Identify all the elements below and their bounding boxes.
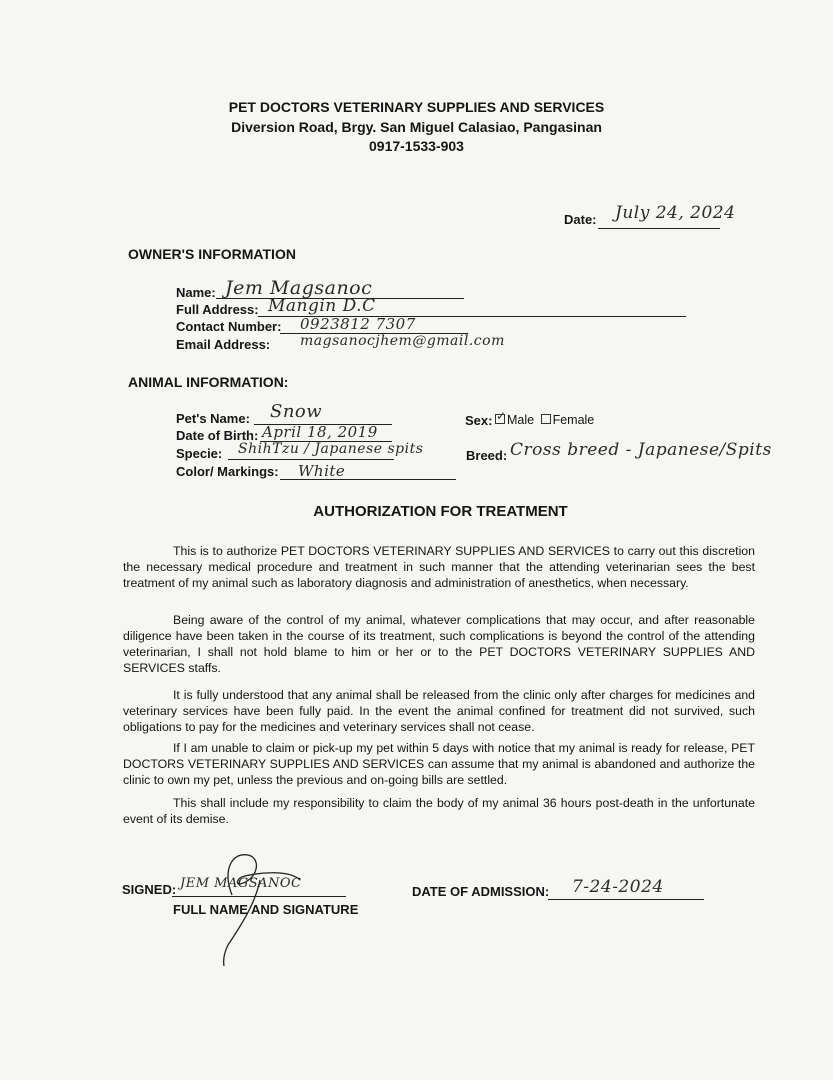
owner-address-value: Mangin D.C bbox=[268, 296, 376, 316]
owner-name-label: Name: bbox=[176, 285, 216, 300]
company-address: Diversion Road, Brgy. San Miguel Calasiao, Pangasinan bbox=[231, 119, 602, 135]
signed-label: SIGNED: bbox=[122, 882, 177, 897]
specie-value: ShihTzu / Japanese spits bbox=[238, 441, 424, 457]
pet-name-value: Snow bbox=[270, 401, 323, 422]
animal-heading: ANIMAL INFORMATION: bbox=[128, 374, 289, 390]
auth-paragraph-5: This shall include my responsibility to claim the body of my animal 36 hours post-death in the unfortunate event of its demise. bbox=[123, 796, 755, 826]
female-option-label: Female bbox=[552, 413, 595, 427]
admission-label: DATE OF ADMISSION: bbox=[412, 884, 550, 899]
date-label: Date: bbox=[564, 212, 597, 227]
company-name: PET DOCTORS VETERINARY SUPPLIES AND SERVICES bbox=[228, 99, 605, 115]
color-value: White bbox=[298, 462, 346, 480]
sex-label: Sex: bbox=[465, 413, 493, 428]
breed-value: Cross breed - Japanese/Spits bbox=[510, 440, 772, 460]
owner-name-value: Jem Magsanoc bbox=[225, 277, 373, 299]
owner-address-label: Full Address: bbox=[176, 302, 259, 317]
owner-email-value: magsanocjhem@gmail.com bbox=[300, 333, 505, 349]
owner-contact-value: 0923812 7307 bbox=[300, 315, 416, 333]
admission-value: 7-24-2024 bbox=[572, 877, 664, 897]
company-phone: 0917-1533-903 bbox=[369, 138, 464, 154]
admission-line bbox=[548, 899, 704, 900]
specie-label: Specie: bbox=[176, 446, 223, 461]
breed-label: Breed: bbox=[466, 448, 508, 463]
check-mark-icon: ✓ bbox=[496, 409, 507, 423]
auth-paragraph-1: This is to authorize PET DOCTORS VETERINARY SUPPLIES AND SERVICES to carry out this discretion the necessary medical procedure and treatment in such manner that the attending veterinarian sees the best treatment of my animal such as laboratory diagnosis and administration of anesthetics, when necessary. bbox=[123, 544, 755, 590]
male-option-label: Male bbox=[507, 413, 535, 427]
owner-contact-label: Contact Number: bbox=[176, 319, 282, 334]
auth-paragraph-3: It is fully understood that any animal shall be released from the clinic only after charges for medicines and veterinary services have been fully paid. In the event the animal confined for treatment did not survived, such obligations to pay for the medicines and veterinary services shall not cease. bbox=[123, 688, 755, 734]
dob-value: April 18, 2019 bbox=[262, 423, 378, 441]
dob-label: Date of Birth: bbox=[176, 428, 259, 443]
signed-value: JEM MAGSANOC bbox=[180, 876, 302, 891]
owner-email-label: Email Address: bbox=[176, 337, 271, 352]
color-label: Color/ Markings: bbox=[176, 464, 279, 479]
signature-caption: FULL NAME AND SIGNATURE bbox=[173, 902, 359, 917]
auth-paragraph-2: Being aware of the control of my animal, whatever complications that may occur, and after reasonable diligence have been taken in the course of its treatment, such complications is beyond the control of the attending veterinarian, I shall not hold blame to him or her or to the PET DOCTORS VETERINARY SUPPLIES AND SERVICES staffs. bbox=[123, 613, 755, 675]
auth-paragraph-4: If I am unable to claim or pick-up my pet within 5 days with notice that my animal is ready for release, PET DOCTORS VETERINARY SUPPLIES AND SERVICES can assume that my animal is abandoned and authorize the clinic to own my pet, unless the previous and on-going bills are settled. bbox=[123, 741, 755, 787]
authorization-title: AUTHORIZATION FOR TREATMENT bbox=[313, 503, 568, 520]
owner-heading: OWNER'S INFORMATION bbox=[128, 246, 296, 262]
pet-name-label: Pet's Name: bbox=[176, 411, 250, 426]
date-value: July 24, 2024 bbox=[615, 203, 736, 223]
